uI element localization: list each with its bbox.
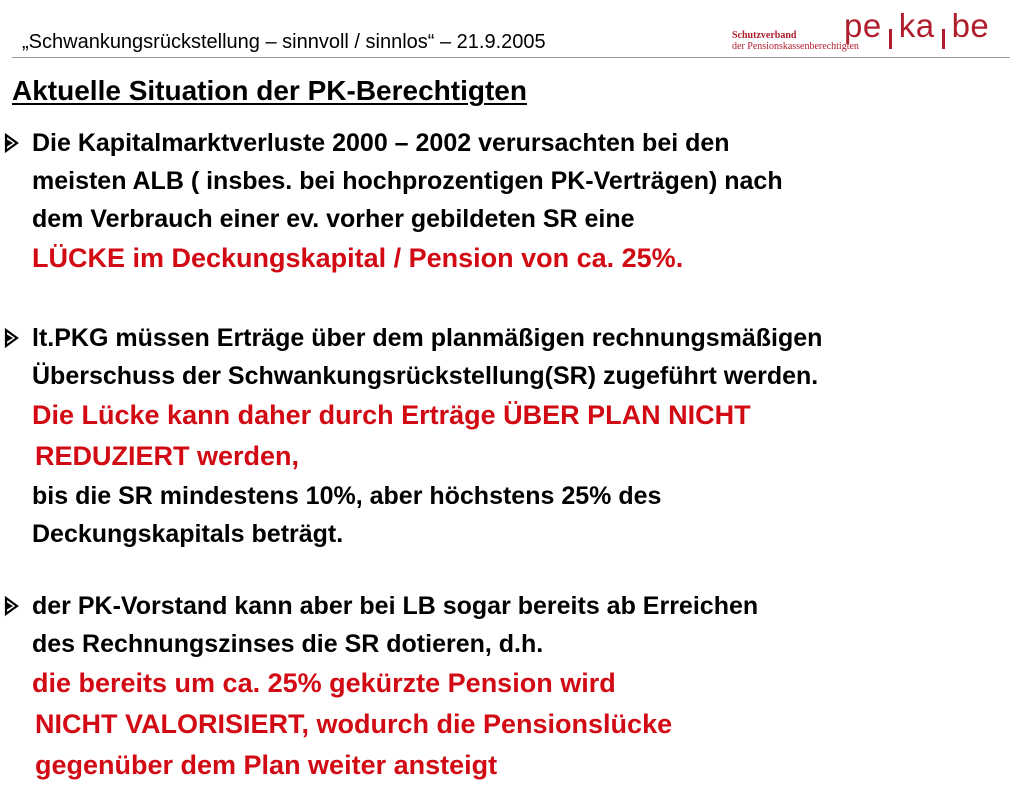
logo-mark-be: be [951,7,990,44]
arrow-bullet-icon [0,593,24,619]
logo-org-line2: der Pensionskassenberechtigten [732,41,859,52]
bullet-line: Die Kapitalmarktverluste 2000 – 2002 verursachten bei den [32,129,730,157]
bullet-highlight-line: gegenüber dem Plan weiter ansteigt [35,750,498,780]
bullet-highlight-line: Die Lücke kann daher durch Erträge ÜBER PLAN NICHT [32,400,751,430]
bullet-line: dem Verbrauch einer ev. vorher gebildeten SR eine [32,205,635,233]
arrow-bullet-icon [0,130,24,156]
bullet-line: Überschuss der Schwankungsrückstellung(SR) zugeführt werden. [32,362,819,390]
bullet-highlight-line: NICHT VALORISIERT, wodurch die Pensionslücke [35,709,673,739]
bullet-line: des Rechnungszinses die SR dotieren, d.h. [32,630,544,658]
logo-divider-bar [942,29,945,49]
logo-mark-pe: pe [844,7,882,44]
bullet-line: der PK-Vorstand kann aber bei LB sogar bereits ab Erreichen [32,592,759,620]
header-title: „Schwankungsrückstellung – sinnvoll / sinnlos“ – 21.9.2005 [22,31,546,53]
bullet-line: Deckungskapitals beträgt. [32,520,344,548]
bullet-line: bis die SR mindestens 10%, aber höchstens 25% des [32,482,662,510]
logo-organization-name [732,30,859,52]
bullet-item-2 [0,319,1024,553]
bullet-item-1 [0,124,1024,279]
pekabe-logo [732,8,1012,56]
bullet-line: meisten ALB ( insbes. bei hochprozentigen PK-Verträgen) nach [32,167,783,195]
logo-mark-ka: ka [898,7,935,44]
arrow-bullet-icon [0,325,24,351]
bullet-line: lt.PKG müssen Erträge über dem planmäßigen rechnungsmäßigen [32,324,823,352]
bullet-highlight-line: LÜCKE im Deckungskapital / Pension von ca. 25%. [32,243,684,273]
bullet-item-3 [0,587,1024,786]
section-title: Aktuelle Situation der PK-Berechtigten [12,75,527,106]
logo-wordmark [844,8,989,49]
bullet-text [32,319,1024,553]
logo-divider-bar [889,29,892,49]
bullet-highlight-line: die bereits um ca. 25% gekürzte Pension wird [32,668,616,698]
bullet-highlight-line: REDUZIERT werden, [35,441,300,471]
bullet-text [32,124,1024,279]
header-divider [12,57,1010,58]
bullet-text [32,587,1024,786]
logo-org-line1: Schutzverband [732,30,797,41]
